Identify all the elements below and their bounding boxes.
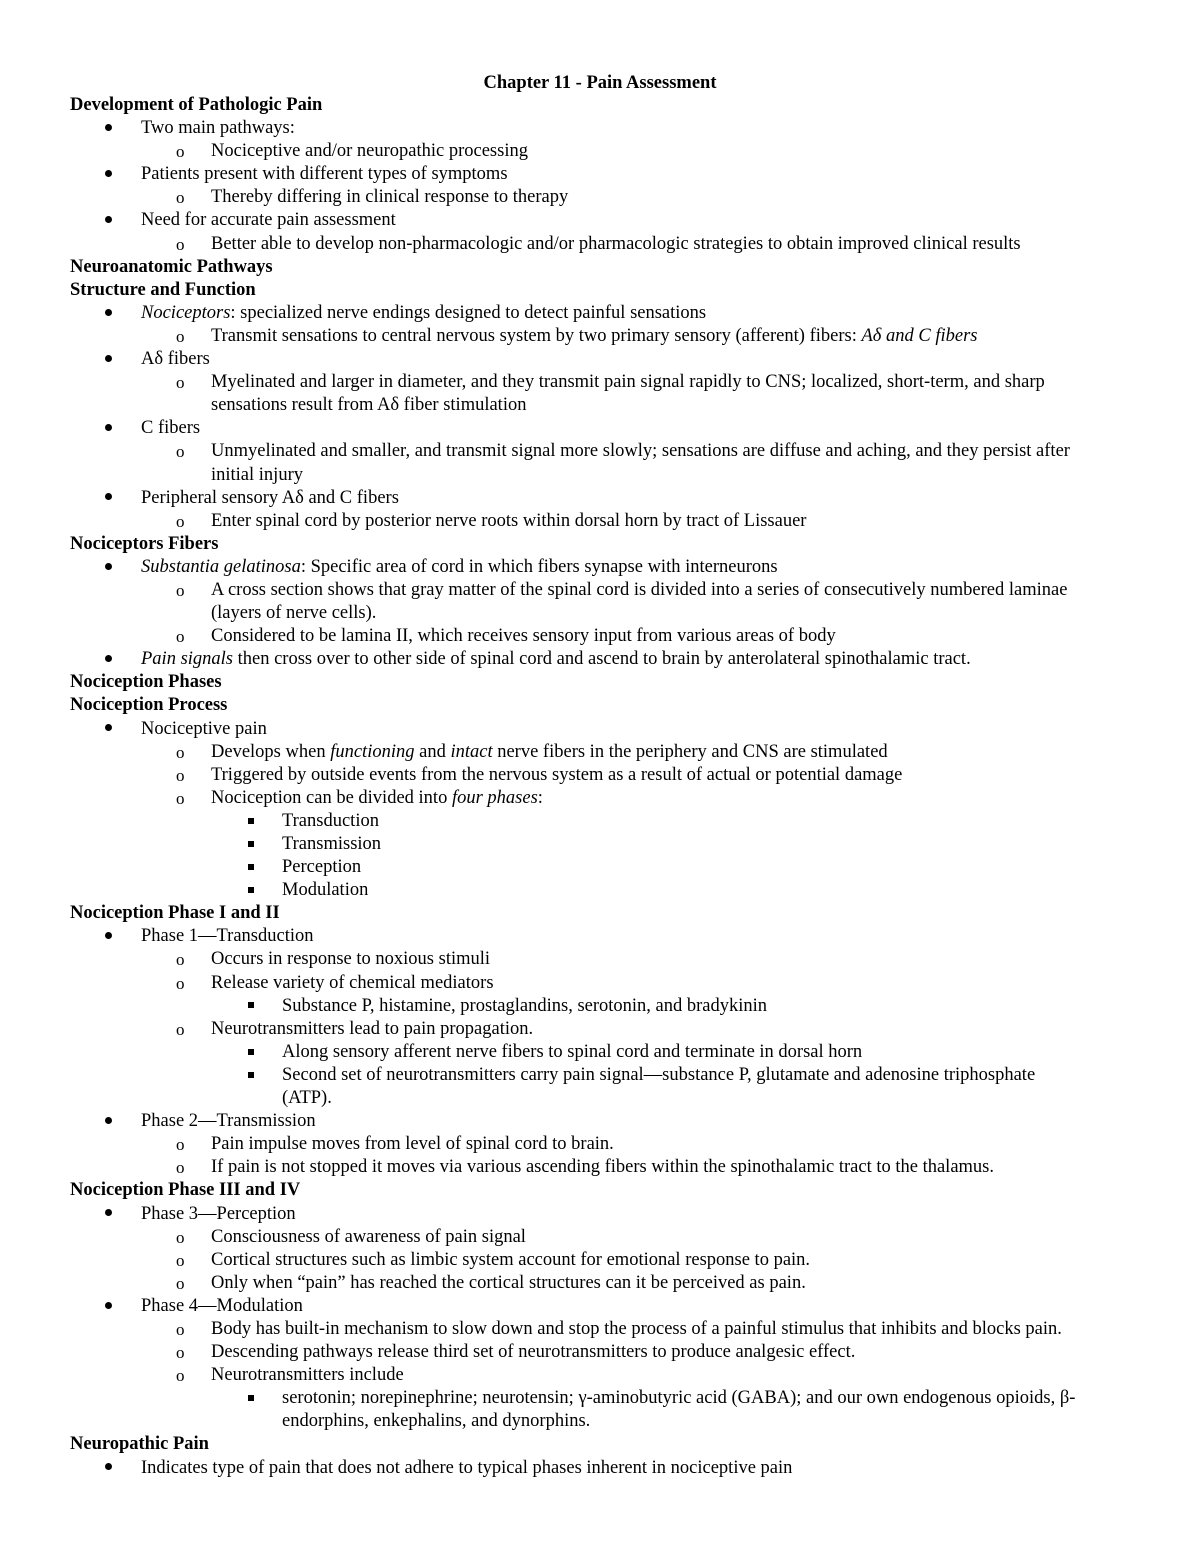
sub-bullet-item: o Neurotransmitters include: [70, 1364, 1150, 1387]
sub-sub-bullet-item: Substance P, histamine, prostaglandins, serotonin, and bradykinin: [70, 995, 1150, 1018]
sub-sub-bullet-item: Second set of neurotransmitters carry pain signal—substance P, glutamate and adenosine triphosphate: [70, 1064, 1150, 1087]
sub-bullet-item: o Thereby differing in clinical response to therapy: [70, 186, 1150, 209]
bullet-disc-icon: [105, 170, 112, 177]
phase-list-item: Modulation: [70, 879, 1150, 902]
circle-bullet-icon: o: [176, 1250, 185, 1270]
sub-bullet-item: o Neurotransmitters lead to pain propagation.: [70, 1018, 1150, 1041]
sub-bullet-continuation: (layers of nerve cells).: [211, 603, 377, 624]
square-bullet-icon: [248, 1002, 254, 1008]
section-subheading: Nociception Process: [70, 695, 228, 716]
circle-bullet-icon: o: [176, 1135, 185, 1155]
circle-bullet-icon: o: [176, 1366, 185, 1386]
bullet-disc-icon: [105, 1117, 112, 1124]
bullet-item: Two main pathways:: [70, 117, 1150, 140]
circle-bullet-icon: o: [176, 1343, 185, 1363]
phase-list-item: Transduction: [70, 810, 1150, 833]
bullet-item: Pain signals then cross over to other side of spinal cord and ascend to brain by anterolateral spinothalamic tract.: [70, 648, 1150, 671]
sub-bullet-item: o Pain impulse moves from level of spinal cord to brain.: [70, 1133, 1150, 1156]
sub-bullet-item: o A cross section shows that gray matter of the spinal cord is divided into a series of consecutively numbered laminae: [70, 579, 1150, 602]
bullet-disc-icon: [105, 493, 112, 500]
circle-bullet-icon: o: [176, 1019, 185, 1039]
bullet-item: Indicates type of pain that does not adhere to typical phases inherent in nociceptive pain: [70, 1457, 1150, 1480]
circle-bullet-icon: o: [176, 765, 185, 785]
document-body: [70, 94, 1150, 1480]
sub-bullet-item: o Myelinated and larger in diameter, and they transmit pain signal rapidly to CNS; localized, short-term, and sharp: [70, 371, 1150, 394]
circle-bullet-icon: o: [176, 373, 185, 393]
circle-bullet-icon: o: [176, 1227, 185, 1247]
phase-list-item: Perception: [70, 856, 1150, 879]
square-bullet-icon: [248, 1395, 254, 1401]
phase-list-item: Transmission: [70, 833, 1150, 856]
section-heading: Nociception Phase III and IV: [70, 1180, 301, 1201]
bullet-item: Substantia gelatinosa: Specific area of cord in which fibers synapse with interneurons: [70, 556, 1150, 579]
square-bullet-icon: [248, 1072, 254, 1078]
sub-sub-bullet-item: Along sensory afferent nerve fibers to spinal cord and terminate in dorsal horn: [70, 1041, 1150, 1064]
sub-bullet-item: o Body has built-in mechanism to slow down and stop the process of a painful stimulus that inhibits and blocks pain.: [70, 1318, 1150, 1341]
circle-bullet-icon: o: [176, 742, 185, 762]
bullet-disc-icon: [105, 1302, 112, 1309]
bullet-disc-icon: [105, 424, 112, 431]
page-title: Chapter 11 - Pain Assessment: [483, 73, 717, 93]
bullet-disc-icon: [105, 355, 112, 362]
sub-sub-bullet-continuation: endorphins, enkephalins, and dynorphins.: [282, 1411, 591, 1432]
section-subheading: Structure and Function: [70, 279, 256, 300]
bullet-disc-icon: [105, 655, 112, 662]
sub-bullet-item: o Triggered by outside events from the nervous system as a result of actual or potential damage: [70, 764, 1150, 787]
sub-bullet-item: o Only when “pain” has reached the cortical structures can it be perceived as pain.: [70, 1272, 1150, 1295]
sub-bullet-item: o Nociceptive and/or neuropathic processing: [70, 140, 1150, 163]
bullet-item: Phase 4—Modulation: [70, 1295, 1150, 1318]
bullet-disc-icon: [105, 124, 112, 131]
section-heading: Nociceptors Fibers: [70, 533, 219, 554]
bullet-item: Aδ fibers: [70, 348, 1150, 371]
sub-bullet-item: o Nociception can be divided into four phases:: [70, 787, 1150, 810]
sub-bullet-item: o If pain is not stopped it moves via various ascending fibers within the spinothalamic tract to the thalamus.: [70, 1156, 1150, 1179]
square-bullet-icon: [248, 818, 254, 824]
circle-bullet-icon: o: [176, 1273, 185, 1293]
square-bullet-icon: [248, 841, 254, 847]
circle-bullet-icon: o: [176, 973, 185, 993]
section-heading: Neuroanatomic Pathways: [70, 256, 273, 277]
sub-bullet-item: o Better able to develop non-pharmacologic and/or pharmacologic strategies to obtain improved clinical results: [70, 233, 1150, 256]
circle-bullet-icon: o: [176, 1158, 185, 1178]
bullet-item: Nociceptors: specialized nerve endings designed to detect painful sensations: [70, 302, 1150, 325]
circle-bullet-icon: o: [176, 234, 185, 254]
sub-bullet-item: o Cortical structures such as limbic system account for emotional response to pain.: [70, 1249, 1150, 1272]
bullet-item: C fibers: [70, 417, 1150, 440]
circle-bullet-icon: o: [176, 1319, 185, 1339]
bullet-disc-icon: [105, 724, 112, 731]
sub-bullet-item: o Consciousness of awareness of pain signal: [70, 1226, 1150, 1249]
sub-bullet-continuation: sensations result from Aδ fiber stimulation: [211, 395, 527, 416]
sub-bullet-item: o Transmit sensations to central nervous system by two primary sensory (afferent) fibers: Aδ and C fibers: [70, 325, 1150, 348]
circle-bullet-icon: o: [176, 511, 185, 531]
bullet-disc-icon: [105, 563, 112, 570]
bullet-item: Phase 3—Perception: [70, 1203, 1150, 1226]
sub-bullet-item: o Occurs in response to noxious stimuli: [70, 948, 1150, 971]
sub-bullet-item: o Release variety of chemical mediators: [70, 972, 1150, 995]
section-heading: Nociception Phases: [70, 672, 222, 693]
bullet-item: Phase 1—Transduction: [70, 925, 1150, 948]
sub-bullet-item: o Develops when functioning and intact nerve fibers in the periphery and CNS are stimulated: [70, 741, 1150, 764]
circle-bullet-icon: o: [176, 788, 185, 808]
sub-bullet-item: o Descending pathways release third set of neurotransmitters to produce analgesic effect.: [70, 1341, 1150, 1364]
section-heading: Nociception Phase I and II: [70, 903, 280, 924]
sub-bullet-item: o Considered to be lamina II, which receives sensory input from various areas of body: [70, 625, 1150, 648]
bullet-disc-icon: [105, 216, 112, 223]
sub-bullet-item: o Unmyelinated and smaller, and transmit signal more slowly; sensations are diffuse and aching, and they persist after: [70, 440, 1150, 463]
sub-sub-bullet-item: serotonin; norepinephrine; neurotensin; γ-aminobutyric acid (GABA); and our own endogenous opioids, β-: [70, 1387, 1150, 1410]
circle-bullet-icon: o: [176, 442, 185, 462]
square-bullet-icon: [248, 1049, 254, 1055]
section-heading: Neuropathic Pain: [70, 1434, 209, 1455]
circle-bullet-icon: o: [176, 580, 185, 600]
circle-bullet-icon: o: [176, 188, 185, 208]
square-bullet-icon: [248, 864, 254, 870]
sub-bullet-item: o Enter spinal cord by posterior nerve roots within dorsal horn by tract of Lissauer: [70, 510, 1150, 533]
circle-bullet-icon: o: [176, 950, 185, 970]
square-bullet-icon: [248, 887, 254, 893]
bullet-disc-icon: [105, 1463, 112, 1470]
circle-bullet-icon: o: [176, 627, 185, 647]
section-heading: Development of Pathologic Pain: [70, 95, 323, 115]
bullet-item: Need for accurate pain assessment: [70, 209, 1150, 232]
sub-bullet-continuation: initial injury: [211, 464, 303, 485]
bullet-item: Nociceptive pain: [70, 718, 1150, 741]
circle-bullet-icon: o: [176, 142, 185, 162]
bullet-disc-icon: [105, 1209, 112, 1216]
bullet-disc-icon: [105, 309, 112, 316]
bullet-item: Phase 2—Transmission: [70, 1110, 1150, 1133]
bullet-item: Peripheral sensory Aδ and C fibers: [70, 487, 1150, 510]
bullet-disc-icon: [105, 932, 112, 939]
sub-sub-bullet-continuation: (ATP).: [282, 1088, 332, 1109]
bullet-item: Patients present with different types of symptoms: [70, 163, 1150, 186]
circle-bullet-icon: o: [176, 326, 185, 346]
